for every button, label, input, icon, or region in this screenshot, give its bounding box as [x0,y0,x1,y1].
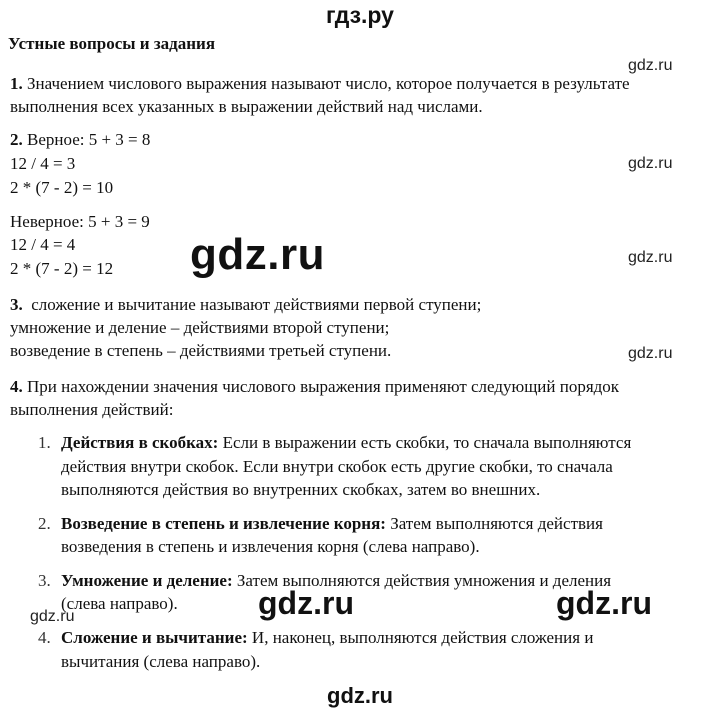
list-item-1-line-3: выполняются действия во внутренних скобках, затем во внешних. [61,480,541,499]
list-item-1-number: 1. [38,433,51,452]
watermark-small-4: gdz.ru [628,345,673,362]
watermark-small-1: gdz.ru [628,57,673,74]
watermark-footer: gdz.ru [327,683,393,708]
watermark-big-3: gdz.ru [556,585,652,621]
list-item-1-line-1 [61,431,631,454]
answer-4-line-2: выполнения действий: [10,400,174,419]
answer-2-text: Верное: 5 + 3 = 8 [27,130,151,149]
list-item-2-number: 2. [38,514,51,533]
list-item-2-line-2: возведения в степень и извлечения корня (слева направо). [61,537,480,556]
list-item-4-number: 4. [38,628,51,647]
answer-1-number: 1. [10,74,23,93]
list-item-1-text: Если в выражении есть скобки, то сначала выполняются [222,433,632,452]
answer-2-line-1 [10,128,150,151]
watermark-big-2: gdz.ru [258,585,354,621]
answer-2-line-4: Неверное: 5 + 3 = 9 [10,212,150,231]
answer-1-line-1 [10,72,630,95]
answer-3-line-2: умножение и деление – действиями второй ступени; [10,318,390,337]
answer-4-text: При нахождении значения числового выражения применяют следующий порядок [27,377,620,396]
answer-3-line-1 [10,293,481,316]
answer-2-line-5: 12 / 4 = 4 [10,235,76,254]
answer-1-line-2: выполнения всех указанных в выражении действий над числами. [10,97,483,116]
watermark-small-2: gdz.ru [628,155,673,172]
list-item-4-line-1 [61,626,593,649]
watermark-small-3: gdz.ru [628,249,673,266]
list-item-3-number: 3. [38,571,51,590]
answer-3-line-3: возведение в степень – действиями третьей ступени. [10,341,392,360]
answer-3-text: сложение и вычитание называют действиями первой ступени; [31,295,482,314]
answer-1-text: Значением числового выражения называют число, которое получается в результате [27,74,630,93]
list-item-3-heading: Умножение и деление: [61,571,233,590]
list-item-3-line-2: (слева направо). [61,594,178,613]
answer-2-line-2: 12 / 4 = 3 [10,154,76,173]
watermark-big-1: gdz.ru [190,230,325,279]
list-item-1-heading: Действия в скобках: [61,433,219,452]
list-item-2-text: Затем выполняются действия [390,514,603,533]
list-item-4-heading: Сложение и вычитание: [61,628,248,647]
answer-3-number: 3. [10,295,23,314]
watermark-small-5: gdz.ru [30,608,75,625]
answer-4-line-1 [10,375,619,398]
answer-2-line-6: 2 * (7 - 2) = 12 [10,259,114,278]
list-item-4-line-2: вычитания (слева направо). [61,652,261,671]
list-item-2-heading: Возведение в степень и извлечение корня: [61,514,386,533]
answer-2-line-3: 2 * (7 - 2) = 10 [10,178,114,197]
list-item-2-line-1 [61,512,603,535]
list-item-4-text: И, наконец, выполняются действия сложения и [251,628,594,647]
answer-4-number: 4. [10,377,23,396]
section-title: Устные вопросы и задания [8,34,216,53]
list-item-1-line-2: действия внутри скобок. Если внутри скобок есть другие скобки, то сначала [61,457,613,476]
list-item-3-text: Затем выполняются действия умножения и деления [236,571,612,590]
site-header: гдз.ру [326,2,394,28]
answer-2-number: 2. [10,130,23,149]
